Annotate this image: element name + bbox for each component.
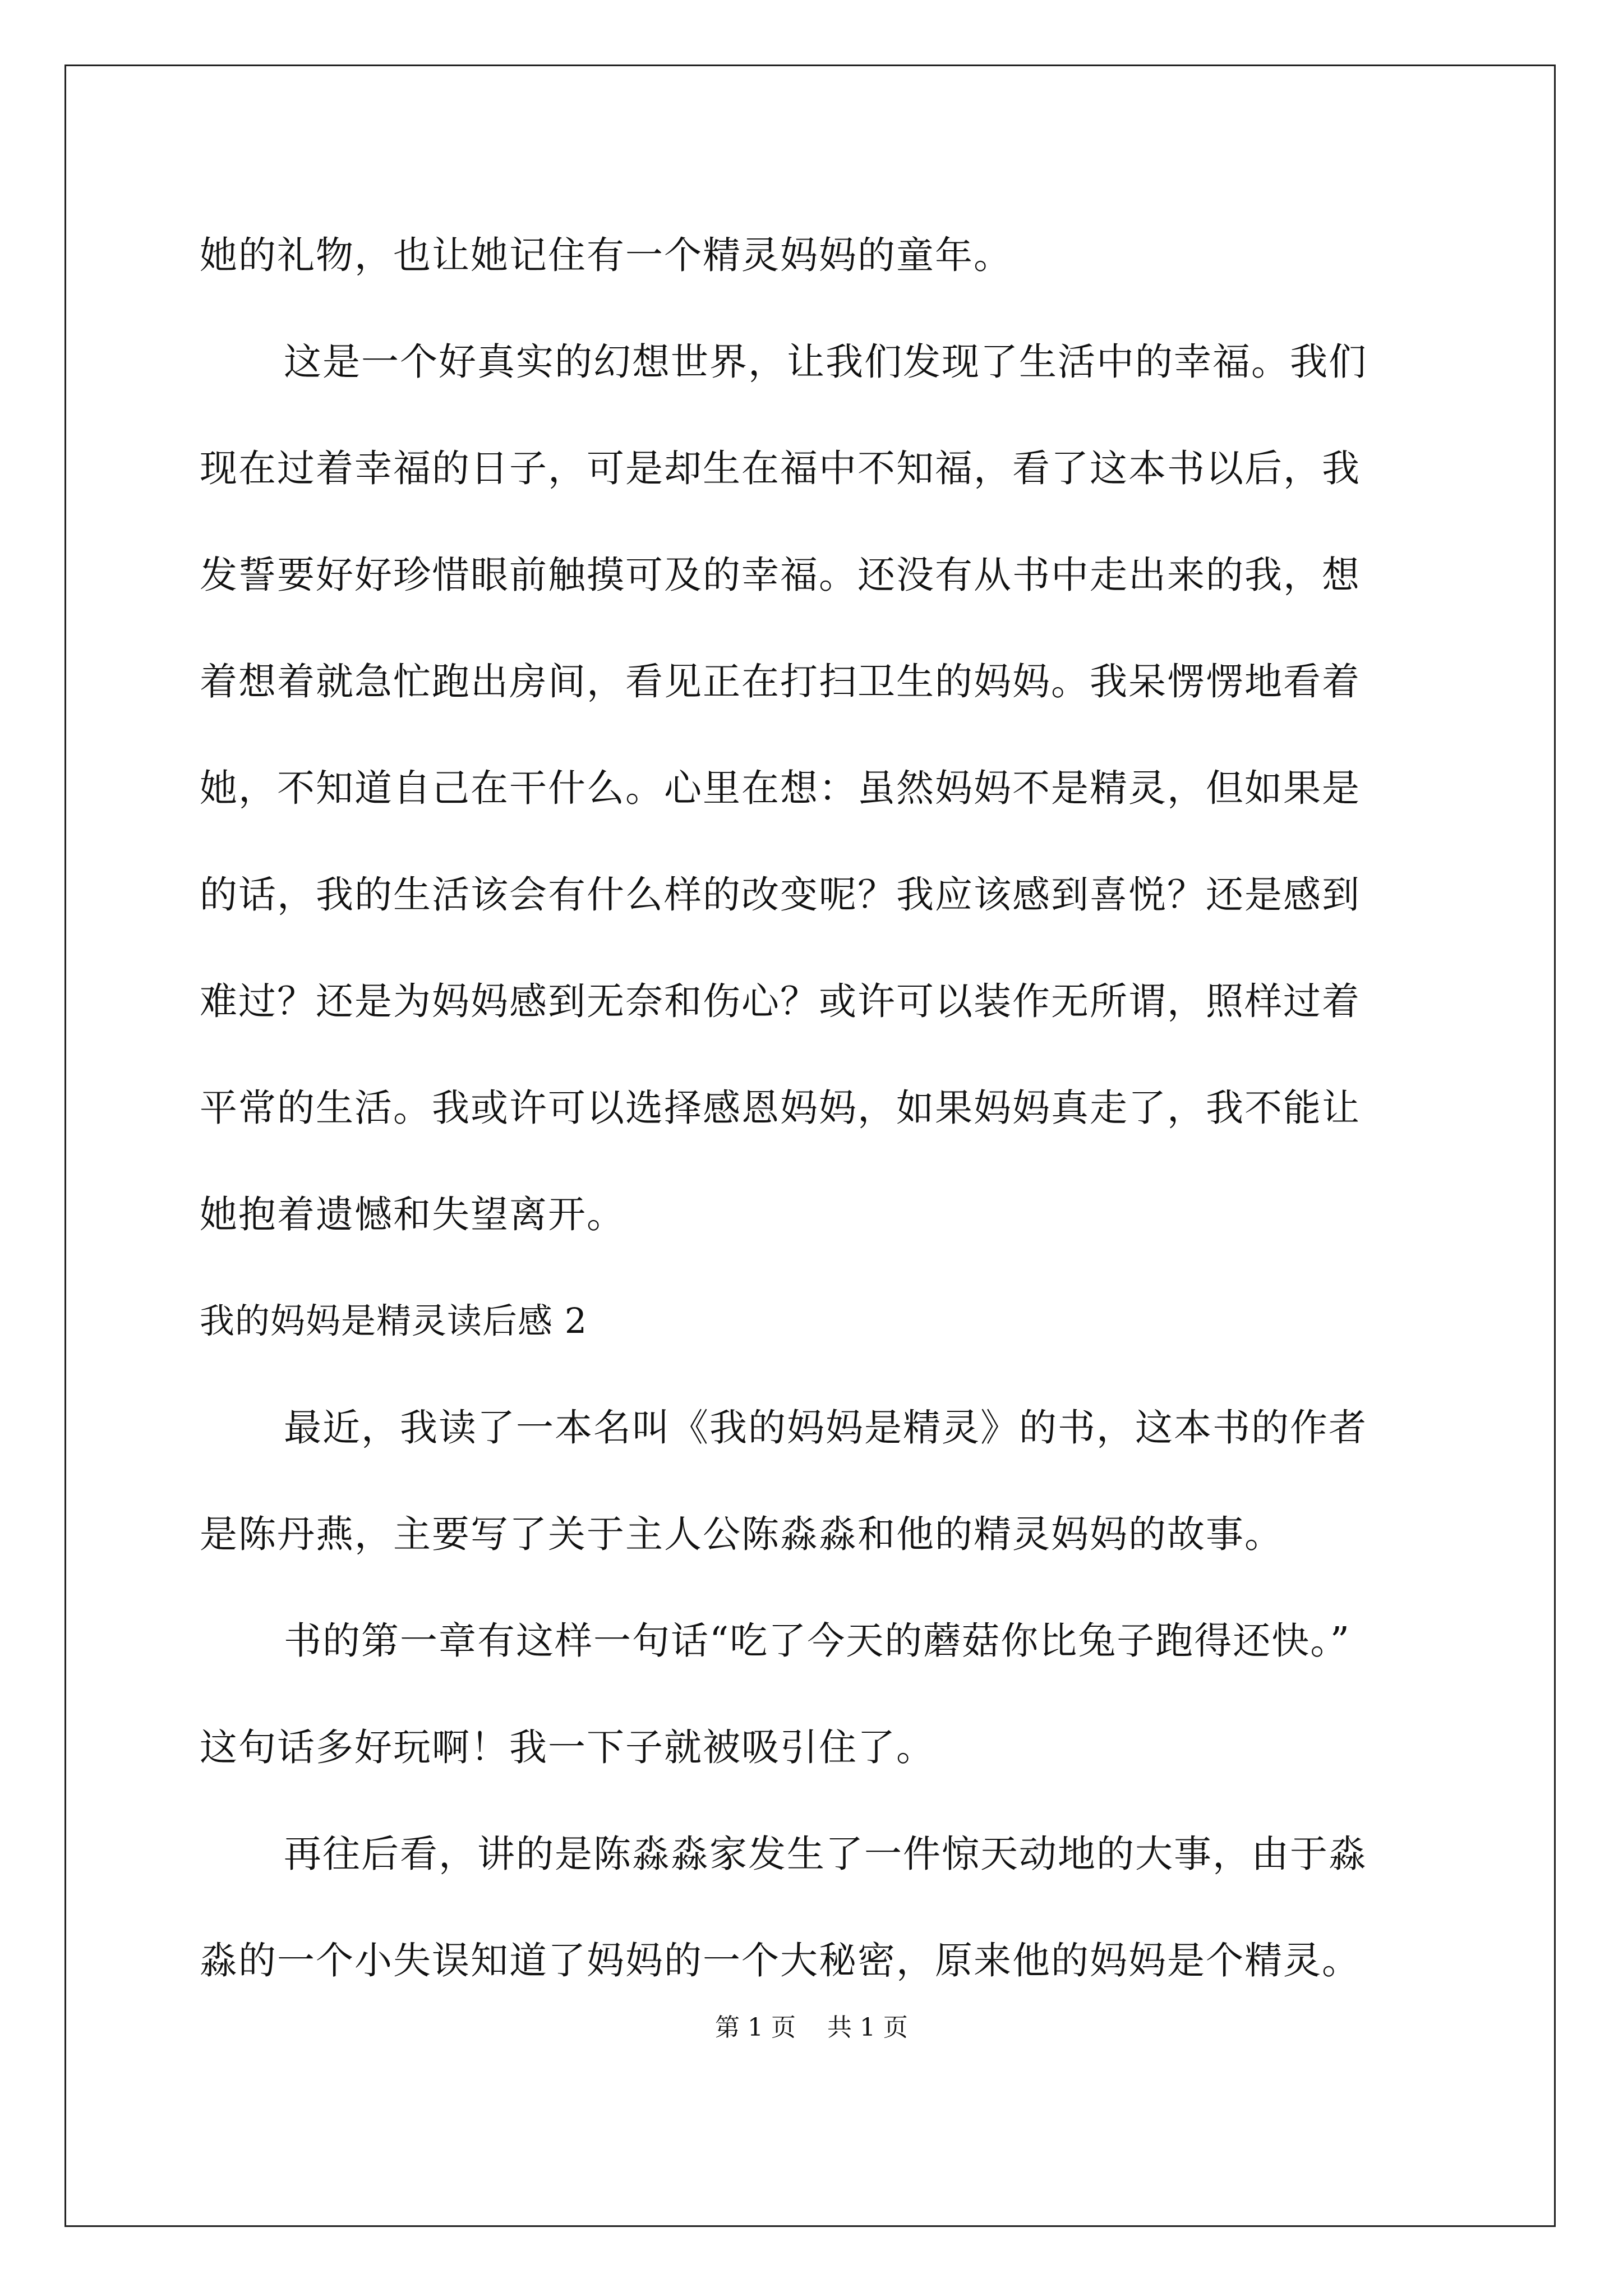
body-line: 淼的一个小失误知道了妈妈的一个大秘密，原来他的妈妈是个精灵。	[200, 1939, 1361, 1982]
body-line: 她，不知道自己在干什么。心里在想：虽然妈妈不是精灵，但如果是	[200, 766, 1361, 810]
body-line: 再往后看，讲的是陈淼淼家发生了一件惊天动地的大事，由于淼	[284, 1832, 1367, 1876]
body-line: 这是一个好真实的幻想世界，让我们发现了生活中的幸福。我们	[284, 340, 1367, 384]
body-line: 的话，我的生活该会有什么样的改变呢？我应该感到喜悦？还是感到	[200, 873, 1361, 917]
body-line: 书的第一章有这样一句话“吃了今天的蘑菇你比兔子跑得还快。”	[284, 1619, 1351, 1663]
body-line: 发誓要好好珍惜眼前触摸可及的幸福。还没有从书中走出来的我，想	[200, 553, 1361, 597]
body-line: 平常的生活。我或许可以选择感恩妈妈，如果妈妈真走了，我不能让	[200, 1086, 1361, 1130]
body-line: 最近，我读了一本名叫《我的妈妈是精灵》的书，这本书的作者	[284, 1406, 1367, 1450]
body-line: 是陈丹燕，主要写了关于主人公陈淼淼和他的精灵妈妈的故事。	[200, 1512, 1283, 1556]
body-line: 现在过着幸福的日子，可是却生在福中不知福，看了这本书以后，我	[200, 447, 1361, 490]
body-line: 她的礼物，也让她记住有一个精灵妈妈的童年。	[200, 233, 1012, 277]
page-footer: 第 1 页 共 1 页	[715, 2013, 908, 2042]
body-line: 难过？还是为妈妈感到无奈和伤心？或许可以装作无所谓，照样过着	[200, 979, 1361, 1023]
section-heading: 我的妈妈是精灵读后感 2	[200, 1300, 588, 1341]
document-body	[200, 202, 1428, 2014]
body-line: 她抱着遗憾和失望离开。	[200, 1193, 625, 1236]
body-line: 着想着就急忙跑出房间，看见正在打扫卫生的妈妈。我呆愣愣地看着	[200, 660, 1361, 703]
body-line: 这句话多好玩啊！我一下子就被吸引住了。	[200, 1726, 935, 1769]
